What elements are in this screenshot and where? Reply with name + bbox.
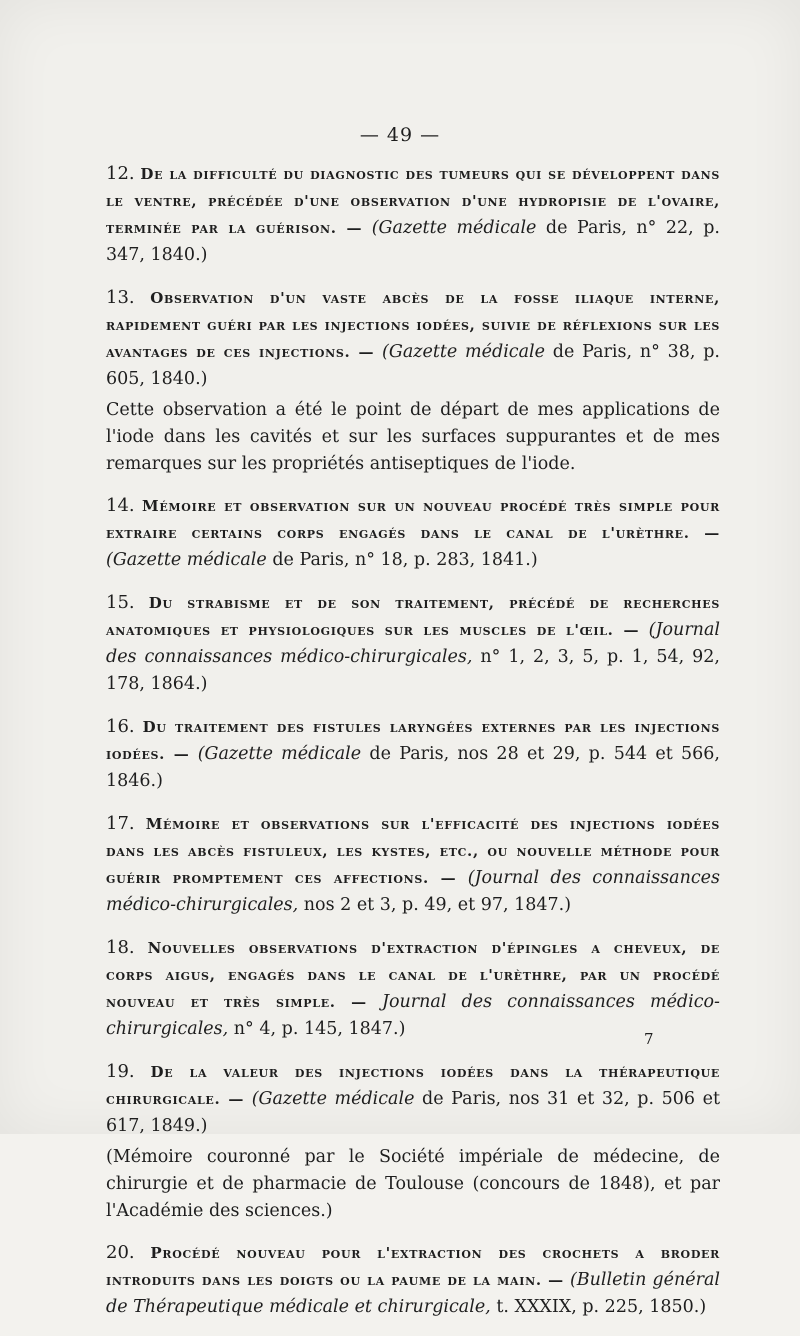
entry-source-italic: Journal des connaissances médico-chirurgicales, bbox=[106, 992, 720, 1039]
entry-13-note: Cette observation a été le point de départ de mes applications de l'iode dans les cavités et sur les surfaces suppurantes et de mes remarques sur les propriétés antiseptiques de l'iode. bbox=[106, 400, 720, 474]
entry-17 bbox=[106, 810, 720, 919]
entry-title: Nouvelles observations d'extraction d'épingles a cheveux, de corps aigus, engagés dans le canal de l'urèthre, par un procédé nouveau et très simple. — bbox=[106, 939, 720, 1011]
entry-14 bbox=[106, 492, 720, 574]
entry-source: n° 4, p. 145, 1847.) bbox=[233, 1019, 406, 1039]
entry-source: de Paris, n° 22, p. 347, 1840.) bbox=[106, 218, 720, 265]
signature-mark: 7 bbox=[644, 1030, 654, 1048]
entry-source-italic: (Journal des connaissances médico-chirurgicales, bbox=[106, 868, 720, 915]
entry-number: 14. bbox=[106, 495, 135, 516]
entry-source-italic: (Journal des connaissances médico-chirurgicales, bbox=[106, 620, 720, 667]
entry-16 bbox=[106, 713, 720, 795]
entry-source: de Paris, n° 18, p. 283, 1841.) bbox=[272, 550, 538, 570]
entry-15 bbox=[106, 589, 720, 698]
entry-title: Observation d'un vaste abcès de la fosse iliaque interne, rapidement guéri par les injections iodées, suivie de réflexions sur les avantages de ces injections. — bbox=[106, 289, 720, 361]
entry-source: nos 2 et 3, p. 49, et 97, 1847.) bbox=[303, 895, 572, 915]
entry-number: 17. bbox=[106, 813, 135, 834]
entry-title: De la difficulté du diagnostic des tumeurs qui se développent dans le ventre, précédée d'une observation d'une hydropisie de l'ovaire, terminée par la guérison. — bbox=[106, 165, 720, 237]
entry-number: 18. bbox=[106, 937, 135, 958]
entry-title: Mémoire et observations sur l'efficacité des injections iodées dans les abcès fistuleux, les kystes, etc., ou nouvelle méthode pour guérir promptement ces affections. — bbox=[106, 815, 720, 887]
entry-number: 16. bbox=[106, 716, 135, 737]
entry-source: t. XXXIX, p. 225, 1850.) bbox=[496, 1297, 707, 1317]
entry-title: Du strabisme et de son traitement, précédé de recherches anatomiques et physiologiques sur les muscles de l'œil. — bbox=[106, 594, 720, 639]
entry-number: 12. bbox=[106, 163, 135, 184]
entry-title: Mémoire et observation sur un nouveau procédé très simple pour extraire certains corps engagés dans le canal de l'urèthre. — bbox=[106, 497, 720, 542]
entry-source: n° 1, 2, 3, 5, p. 1, 54, 92, 178, 1864.) bbox=[106, 647, 720, 694]
entry-13 bbox=[106, 284, 720, 393]
entry-19 bbox=[106, 1058, 720, 1140]
entry-number: 20. bbox=[106, 1242, 135, 1263]
entry-18 bbox=[106, 934, 720, 1043]
entry-source-italic: (Gazette médicale bbox=[106, 550, 267, 570]
entry-source-italic: (Gazette médicale bbox=[371, 218, 537, 238]
bibliography-list bbox=[106, 160, 720, 1336]
entry-title: Du traitement des fistules laryngées externes par les injections iodées. — bbox=[106, 718, 720, 763]
entry-title: Procédé nouveau pour l'extraction des crochets a broder introduits dans les doigts ou la paume de la main. — bbox=[106, 1244, 720, 1289]
entry-source: de Paris, n° 38, p. 605, 1840.) bbox=[106, 342, 720, 389]
entry-12 bbox=[106, 160, 720, 269]
entry-number: 13. bbox=[106, 287, 135, 308]
entry-source: de Paris, nos 28 et 29, p. 544 et 566, 1846.) bbox=[106, 744, 720, 791]
entry-source: de Paris, nos 31 et 32, p. 506 et 617, 1849.) bbox=[106, 1089, 721, 1136]
entry-number: 19. bbox=[106, 1061, 135, 1082]
entry-number: 15. bbox=[106, 592, 135, 613]
entry-source-italic: (Gazette médicale bbox=[382, 342, 545, 362]
entry-20 bbox=[106, 1239, 720, 1321]
entry-19-note: (Mémoire couronné par le Société impériale de médecine, de chirurgie et de pharmacie de Toulouse (concours de 1848), et par l'Académie des sciences.) bbox=[106, 1147, 720, 1221]
entry-title: De la valeur des injections iodées dans la thérapeutique chirurgicale. — bbox=[106, 1063, 720, 1108]
entry-source-italic: (Gazette médicale bbox=[251, 1089, 415, 1109]
entry-source-italic: (Gazette médicale bbox=[197, 744, 362, 764]
page-number: — 49 — bbox=[359, 124, 441, 146]
entry-source-italic: (Bulletin général de Thérapeutique médicale et chirurgicale, bbox=[106, 1270, 720, 1317]
